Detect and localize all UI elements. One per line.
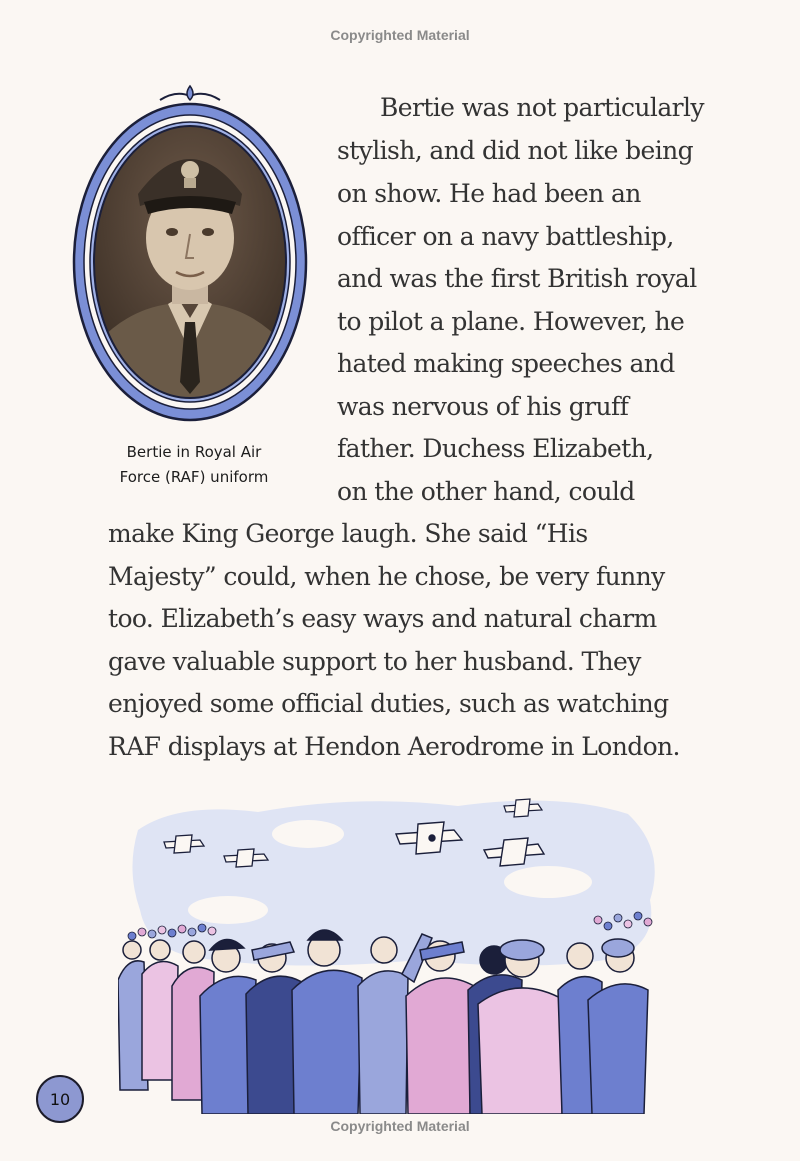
body-text-line: gave valuable support to her husband. They bbox=[108, 647, 641, 676]
body-text-line: Majesty” could, when he chose, be very funny bbox=[108, 562, 665, 591]
body-text-line: was nervous of his gruff bbox=[337, 392, 629, 421]
body-text-line: enjoyed some official duties, such as watching bbox=[108, 689, 669, 718]
body-text-line: and was the first British royal bbox=[337, 264, 697, 293]
crowd-figures bbox=[118, 930, 648, 1114]
body-text-line: to pilot a plane. However, he bbox=[337, 307, 685, 336]
copyright-footer: Copyrighted Material bbox=[330, 1118, 470, 1134]
body-text-line: on show. He had been an bbox=[337, 179, 641, 208]
body-text-line: father. Duchess Elizabeth, bbox=[337, 434, 654, 463]
body-text-line: RAF displays at Hendon Aerodrome in London. bbox=[108, 732, 680, 761]
body-text-line: hated making speeches and bbox=[337, 349, 675, 378]
air-display-illustration bbox=[118, 790, 666, 1114]
body-text-line: Bertie was not particularly bbox=[380, 93, 704, 122]
body-text-line: officer on a navy battleship, bbox=[337, 222, 674, 251]
page-number: 10 bbox=[36, 1075, 84, 1123]
portrait-caption-line2: Force (RAF) uniform bbox=[119, 468, 269, 486]
body-text-line: on the other hand, could bbox=[337, 477, 635, 506]
body-text-line: stylish, and did not like being bbox=[337, 136, 694, 165]
body-text-line: make King George laugh. She said “His bbox=[108, 519, 588, 548]
portrait-caption-line1: Bertie in Royal Air bbox=[126, 443, 262, 461]
copyright-header: Copyrighted Material bbox=[330, 27, 470, 43]
portrait-photo bbox=[68, 82, 314, 428]
body-text-line: too. Elizabeth’s easy ways and natural charm bbox=[108, 604, 657, 633]
